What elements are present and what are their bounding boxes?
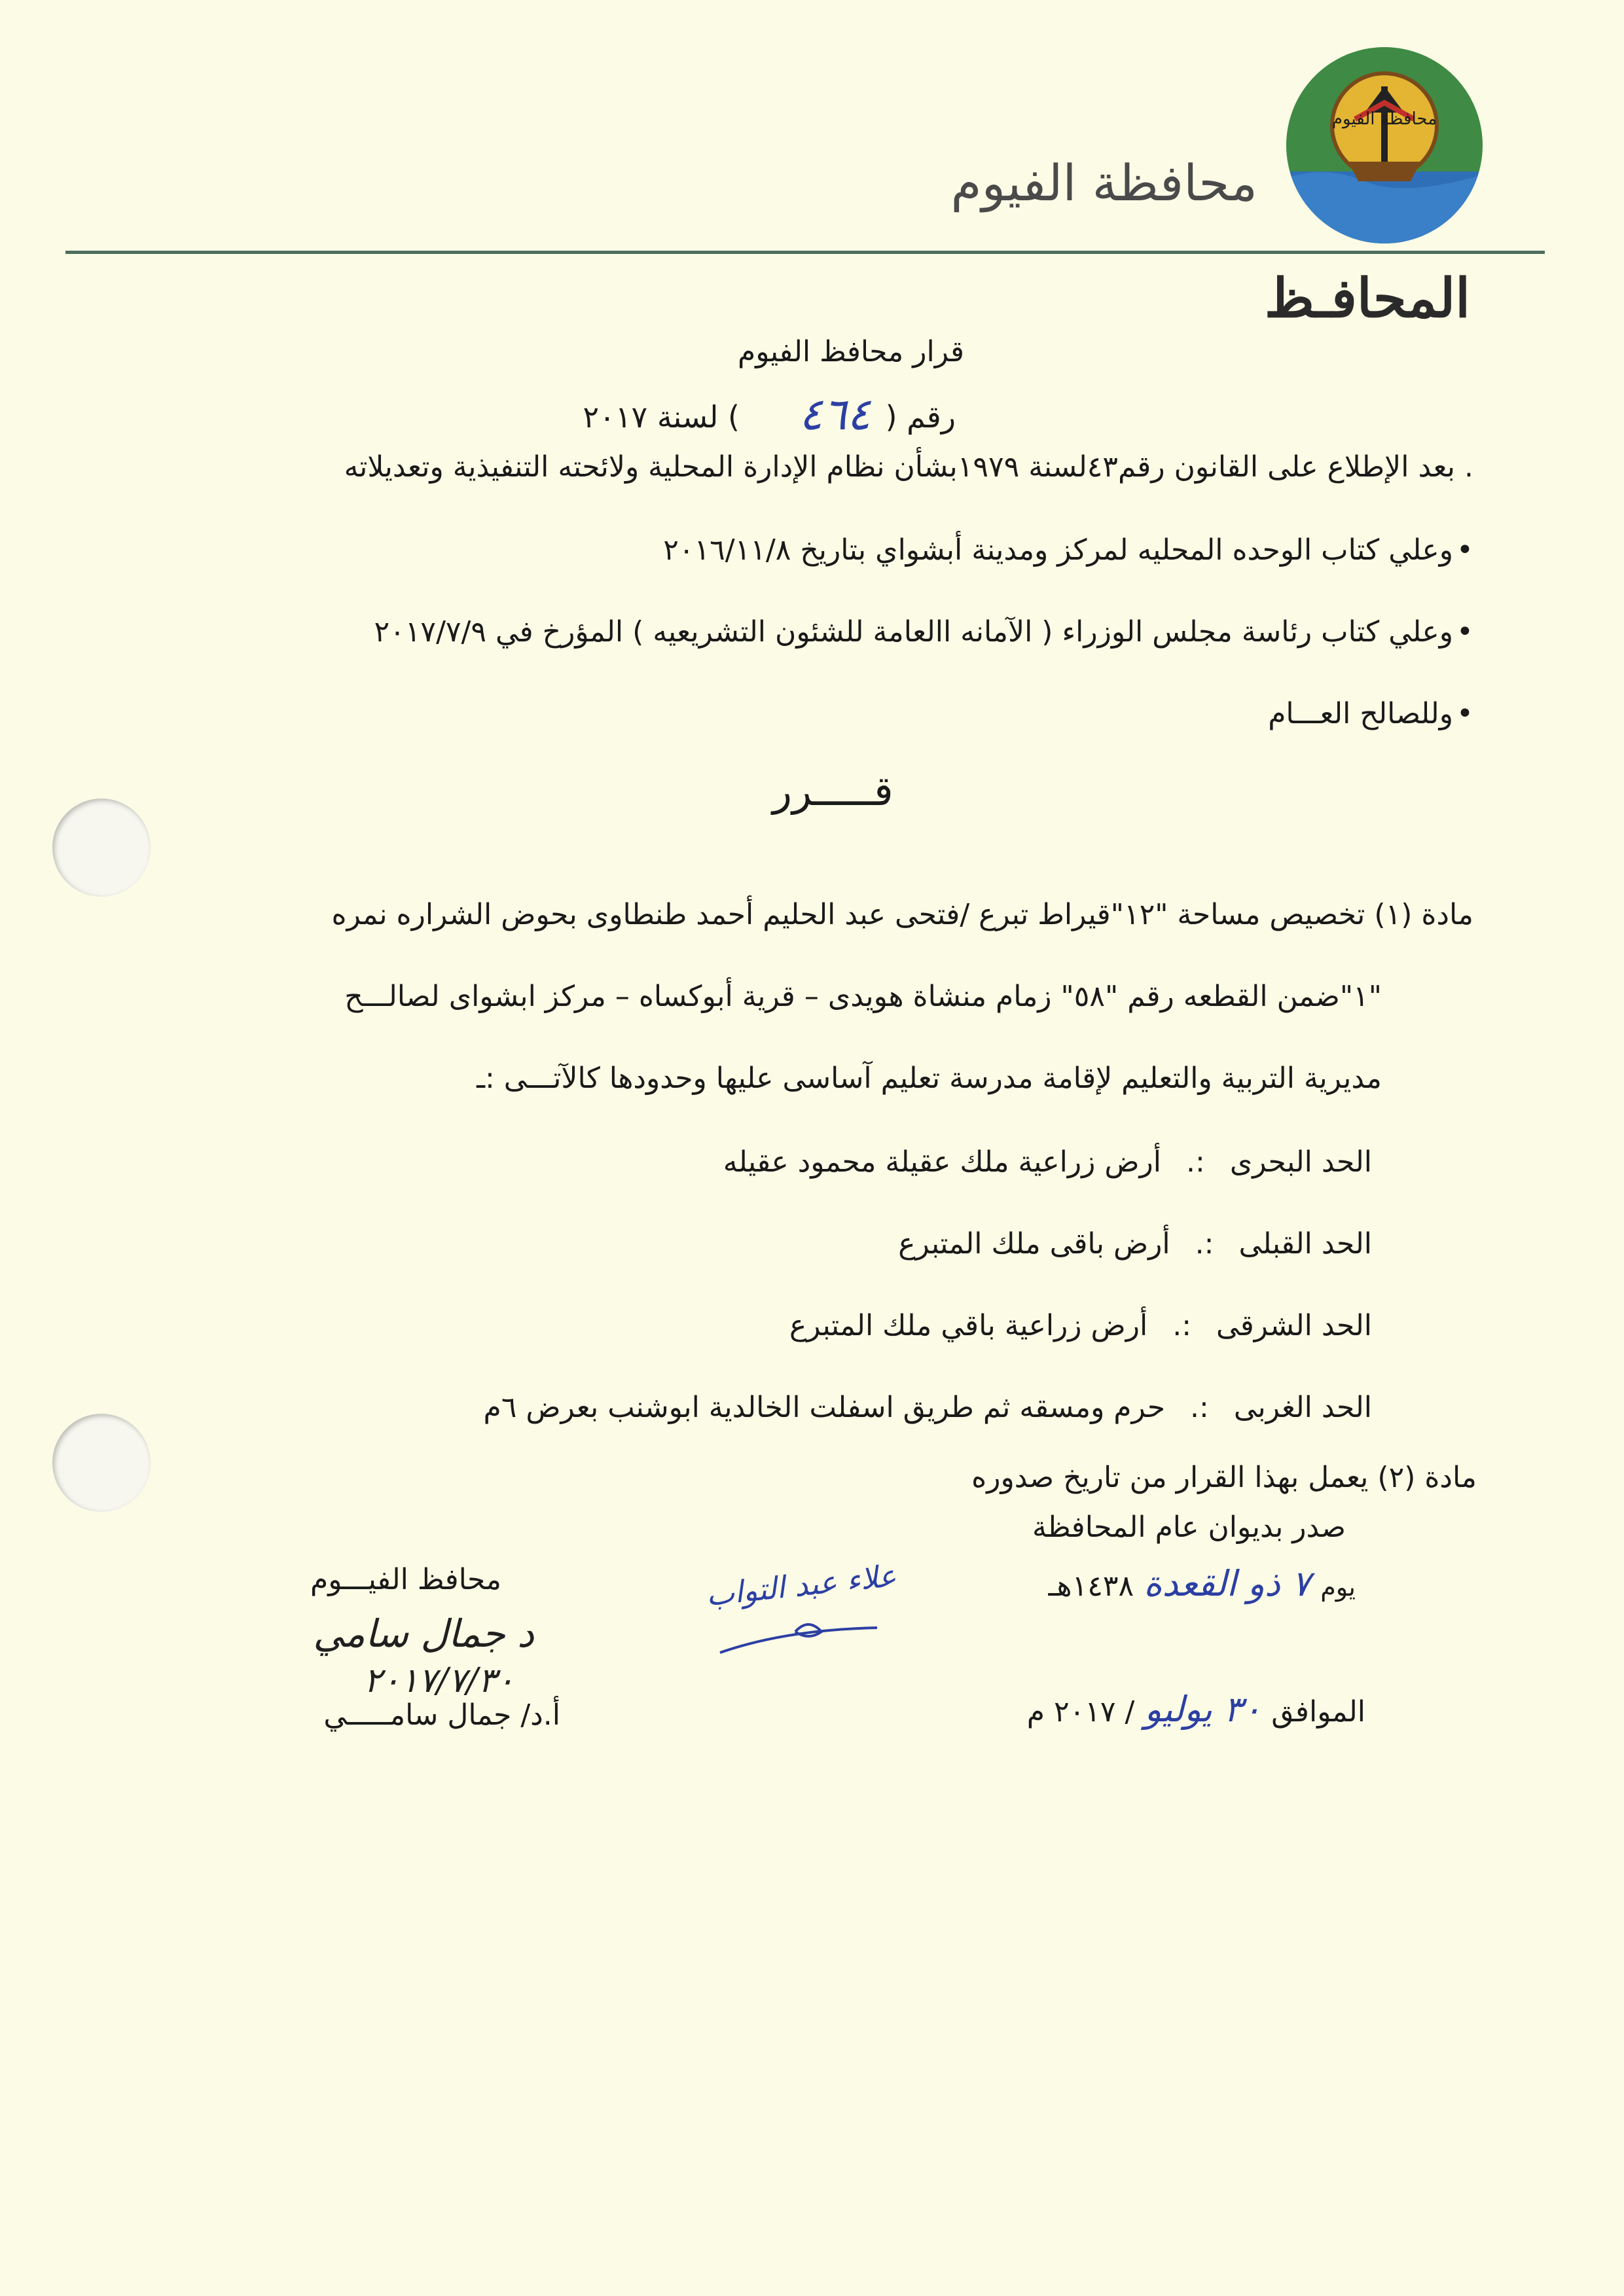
- preamble-bullet-text: وللصالح العـــام: [1268, 697, 1453, 730]
- bullet-dot-icon: •: [1456, 533, 1473, 567]
- gregorian-date-handwritten: ٣٠ يوليو: [1144, 1689, 1262, 1730]
- preamble-bullet-item: [1268, 697, 1473, 730]
- decree-number-row: [583, 389, 1047, 444]
- boundary-description: أرض زراعية ملك عقيلة محمود عقيله: [723, 1145, 1162, 1179]
- fayoum-seal-logo: [1286, 47, 1483, 243]
- day-label: يوم: [1320, 1573, 1356, 1602]
- article1-line: مديرية التربية والتعليم لإقامة مدرسة تعليم آساسى عليها وحدودها كالآتـــى :ـ: [477, 1062, 1382, 1095]
- article1-line: "١"ضمن القطعه رقم "٥٨" زمام منشاة هويدى – قرية أبوكساه – مركز ابشواى لصالـــح: [344, 980, 1382, 1013]
- issuance-gregorian-date: [1027, 1689, 1365, 1730]
- article1-line: مادة (١) تخصيص مساحة "١٢"قيراط تبرع /فتحى عبد الحليم أحمد طنطاوى بحوض الشراره نمره: [331, 898, 1473, 931]
- boundary-description: حرم ومسقه ثم طريق اسفلت الخالدية ابوشنب بعرض ٦م: [483, 1391, 1166, 1424]
- preamble-bullet-text: وعلي كتاب الوحده المحليه لمركز ومدينة أبشواي بتاريخ ٢٠١٦/١١/٨: [663, 533, 1453, 567]
- boundary-side: الحد الشرقى: [1216, 1309, 1372, 1342]
- boundary-separator: :.: [1190, 1391, 1209, 1424]
- bullet-dot-icon: •: [1456, 615, 1473, 649]
- decree-number-handwritten: ٤٦٤: [799, 389, 871, 440]
- bullet-dot-icon: •: [1456, 697, 1473, 730]
- preamble-intro: . بعد الإطلاع على القانون رقم٤٣لسنة ١٩٧٩بشأن نظام الإدارة المحلية ولائحته التنفيذية وتعديلاته: [344, 450, 1473, 484]
- boundary-side: الحد القبلى: [1238, 1227, 1372, 1261]
- issuance-hijri-date: [1049, 1563, 1356, 1604]
- preamble-bullet-text: وعلي كتاب رئاسة مجلس الوزراء ( الآمانه االعامة للشئون التشريعيه ) المؤرخ في ٢٠١٧/٧/٩: [374, 615, 1453, 649]
- boundary-description: أرض باقى ملك المتبرع: [898, 1227, 1170, 1261]
- header-divider: [65, 251, 1545, 254]
- boundary-row: [898, 1227, 1372, 1261]
- decree-title: قرار محافظ الفيوم: [737, 335, 965, 368]
- boundary-separator: :.: [1195, 1227, 1214, 1261]
- punch-hole: [52, 1414, 151, 1512]
- initials-scribble-icon: [681, 1568, 903, 1666]
- boundary-row: [483, 1391, 1372, 1424]
- boundary-side: الحد البحرى: [1229, 1145, 1372, 1179]
- signatory-name: أ.د/ جمال سامـــــي: [323, 1698, 560, 1732]
- article2: مادة (٢) يعمل بهذا القرار من تاريخ صدوره: [971, 1461, 1477, 1494]
- hijri-year: ١٤٣٨هـ: [1048, 1570, 1134, 1603]
- decision-heading: قـــــرر: [772, 767, 893, 815]
- initials-annotation: [681, 1557, 903, 1666]
- boundary-row: [723, 1145, 1372, 1179]
- decree-number-label: رقم (: [885, 399, 956, 435]
- issued-at: صدر بديوان عام المحافظة: [1032, 1511, 1346, 1544]
- corresponding-label: الموافق: [1271, 1695, 1365, 1729]
- preamble-bullet-item: [374, 615, 1473, 649]
- office-title: المحافـظ: [1264, 267, 1470, 330]
- hijri-date-handwritten: ٧ ذو القعدة: [1144, 1563, 1311, 1604]
- decree-year: ) لسنة ٢٠١٧: [583, 399, 740, 435]
- boundary-description: أرض زراعية باقي ملك المتبرع: [789, 1309, 1148, 1342]
- preamble-bullet-item: [663, 533, 1473, 567]
- initials-handwritten: علاء عبد التواب: [704, 1557, 899, 1613]
- signatory-title: محافظ الفيـــوم: [310, 1563, 501, 1596]
- boundary-side: الحد الغربى: [1233, 1391, 1372, 1424]
- boundary-separator: :.: [1172, 1309, 1192, 1342]
- boundary-separator: :.: [1186, 1145, 1205, 1179]
- signature-handwritten-date: ٢٠١٧/٧/٣٠: [363, 1661, 514, 1700]
- governor-handwritten-signature: د جمال سامي: [313, 1611, 534, 1656]
- seal-emblem-icon: [1286, 47, 1483, 243]
- boundary-row: [789, 1309, 1372, 1342]
- governorate-name: محافظة الفيوم: [950, 154, 1257, 212]
- gregorian-year: / ٢٠١٧ م: [1026, 1695, 1135, 1729]
- svg-text:محافظة الفيوم: محافظة الفيوم: [1331, 109, 1437, 129]
- punch-hole: [52, 798, 151, 897]
